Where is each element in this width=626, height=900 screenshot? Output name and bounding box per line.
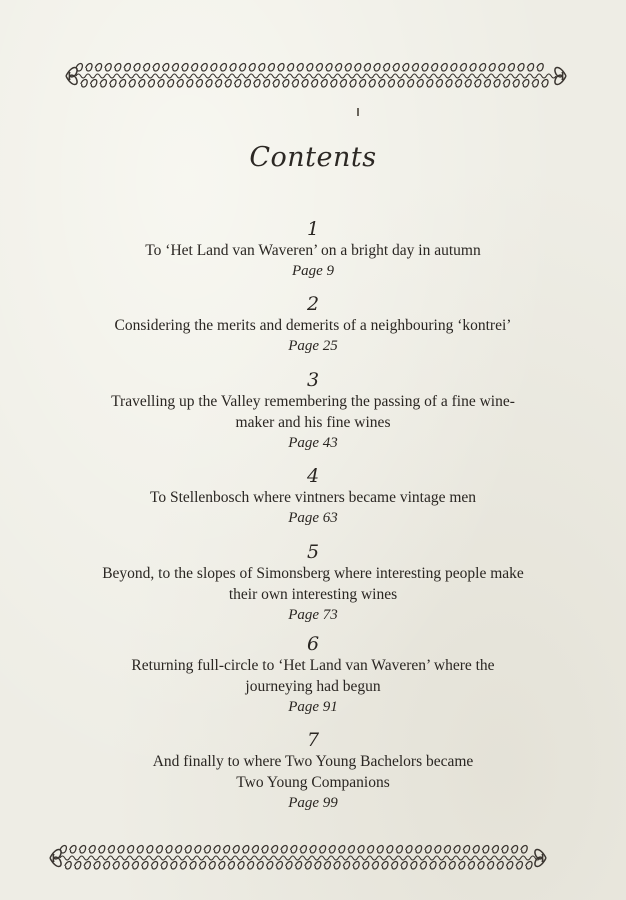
contents-entry-6 [40,633,586,717]
chapter-number: 1 [306,218,320,240]
chapter-title-line: To Stellenbosch where vintners became vintage men [149,489,477,506]
contents-entry-7 [40,729,586,813]
chapter-number: 6 [306,633,320,655]
chapter-page: Page 91 [288,699,338,715]
chapter-page: Page 99 [288,795,338,811]
chapter-title-line: Considering the merits and demerits of a neighbouring ‘kontrei’ [114,317,512,334]
chapter-title-line: Travelling up the Valley remembering the passing of a fine wine- [111,393,515,410]
bottom-ornament-border [44,840,552,876]
contents-entry-5 [40,541,586,625]
contents-entry-3 [40,369,586,453]
chapter-page: Page 63 [288,510,338,526]
chapter-title-line: To ‘Het Land van Waveren’ on a bright day in autumn [145,242,481,259]
scroll-border-ornament-icon [60,58,572,94]
chapter-number: 7 [306,729,320,751]
chapter-number: 5 [306,541,320,563]
chapter-title-line: their own interesting wines [228,586,398,603]
chapter-page: Page 73 [288,607,338,623]
contents-entry-1 [40,218,586,281]
chapter-number: 2 [306,293,320,315]
scroll-border-ornament-icon [44,840,552,876]
stray-mark [357,108,359,116]
chapter-title-line: And finally to where Two Young Bachelors became [152,753,474,770]
chapter-number: 3 [306,369,320,391]
contents-entry-2 [40,293,586,356]
chapter-title-line: journeying had begun [245,678,381,695]
chapter-title-line: maker and his fine wines [235,414,391,431]
chapter-page: Page 9 [291,263,335,279]
chapter-title-line: Two Young Companions [236,774,390,791]
chapter-number: 4 [306,465,320,487]
chapter-title-line: Returning full-circle to ‘Het Land van Waveren’ where the [131,657,495,674]
contents-entry-4 [40,465,586,528]
top-ornament-border [60,58,572,94]
chapter-page: Page 25 [288,338,338,354]
chapter-title-line: Beyond, to the slopes of Simonsberg where interesting people make [102,565,524,582]
chapter-page: Page 43 [288,435,338,451]
page-title: Contents [249,142,377,173]
